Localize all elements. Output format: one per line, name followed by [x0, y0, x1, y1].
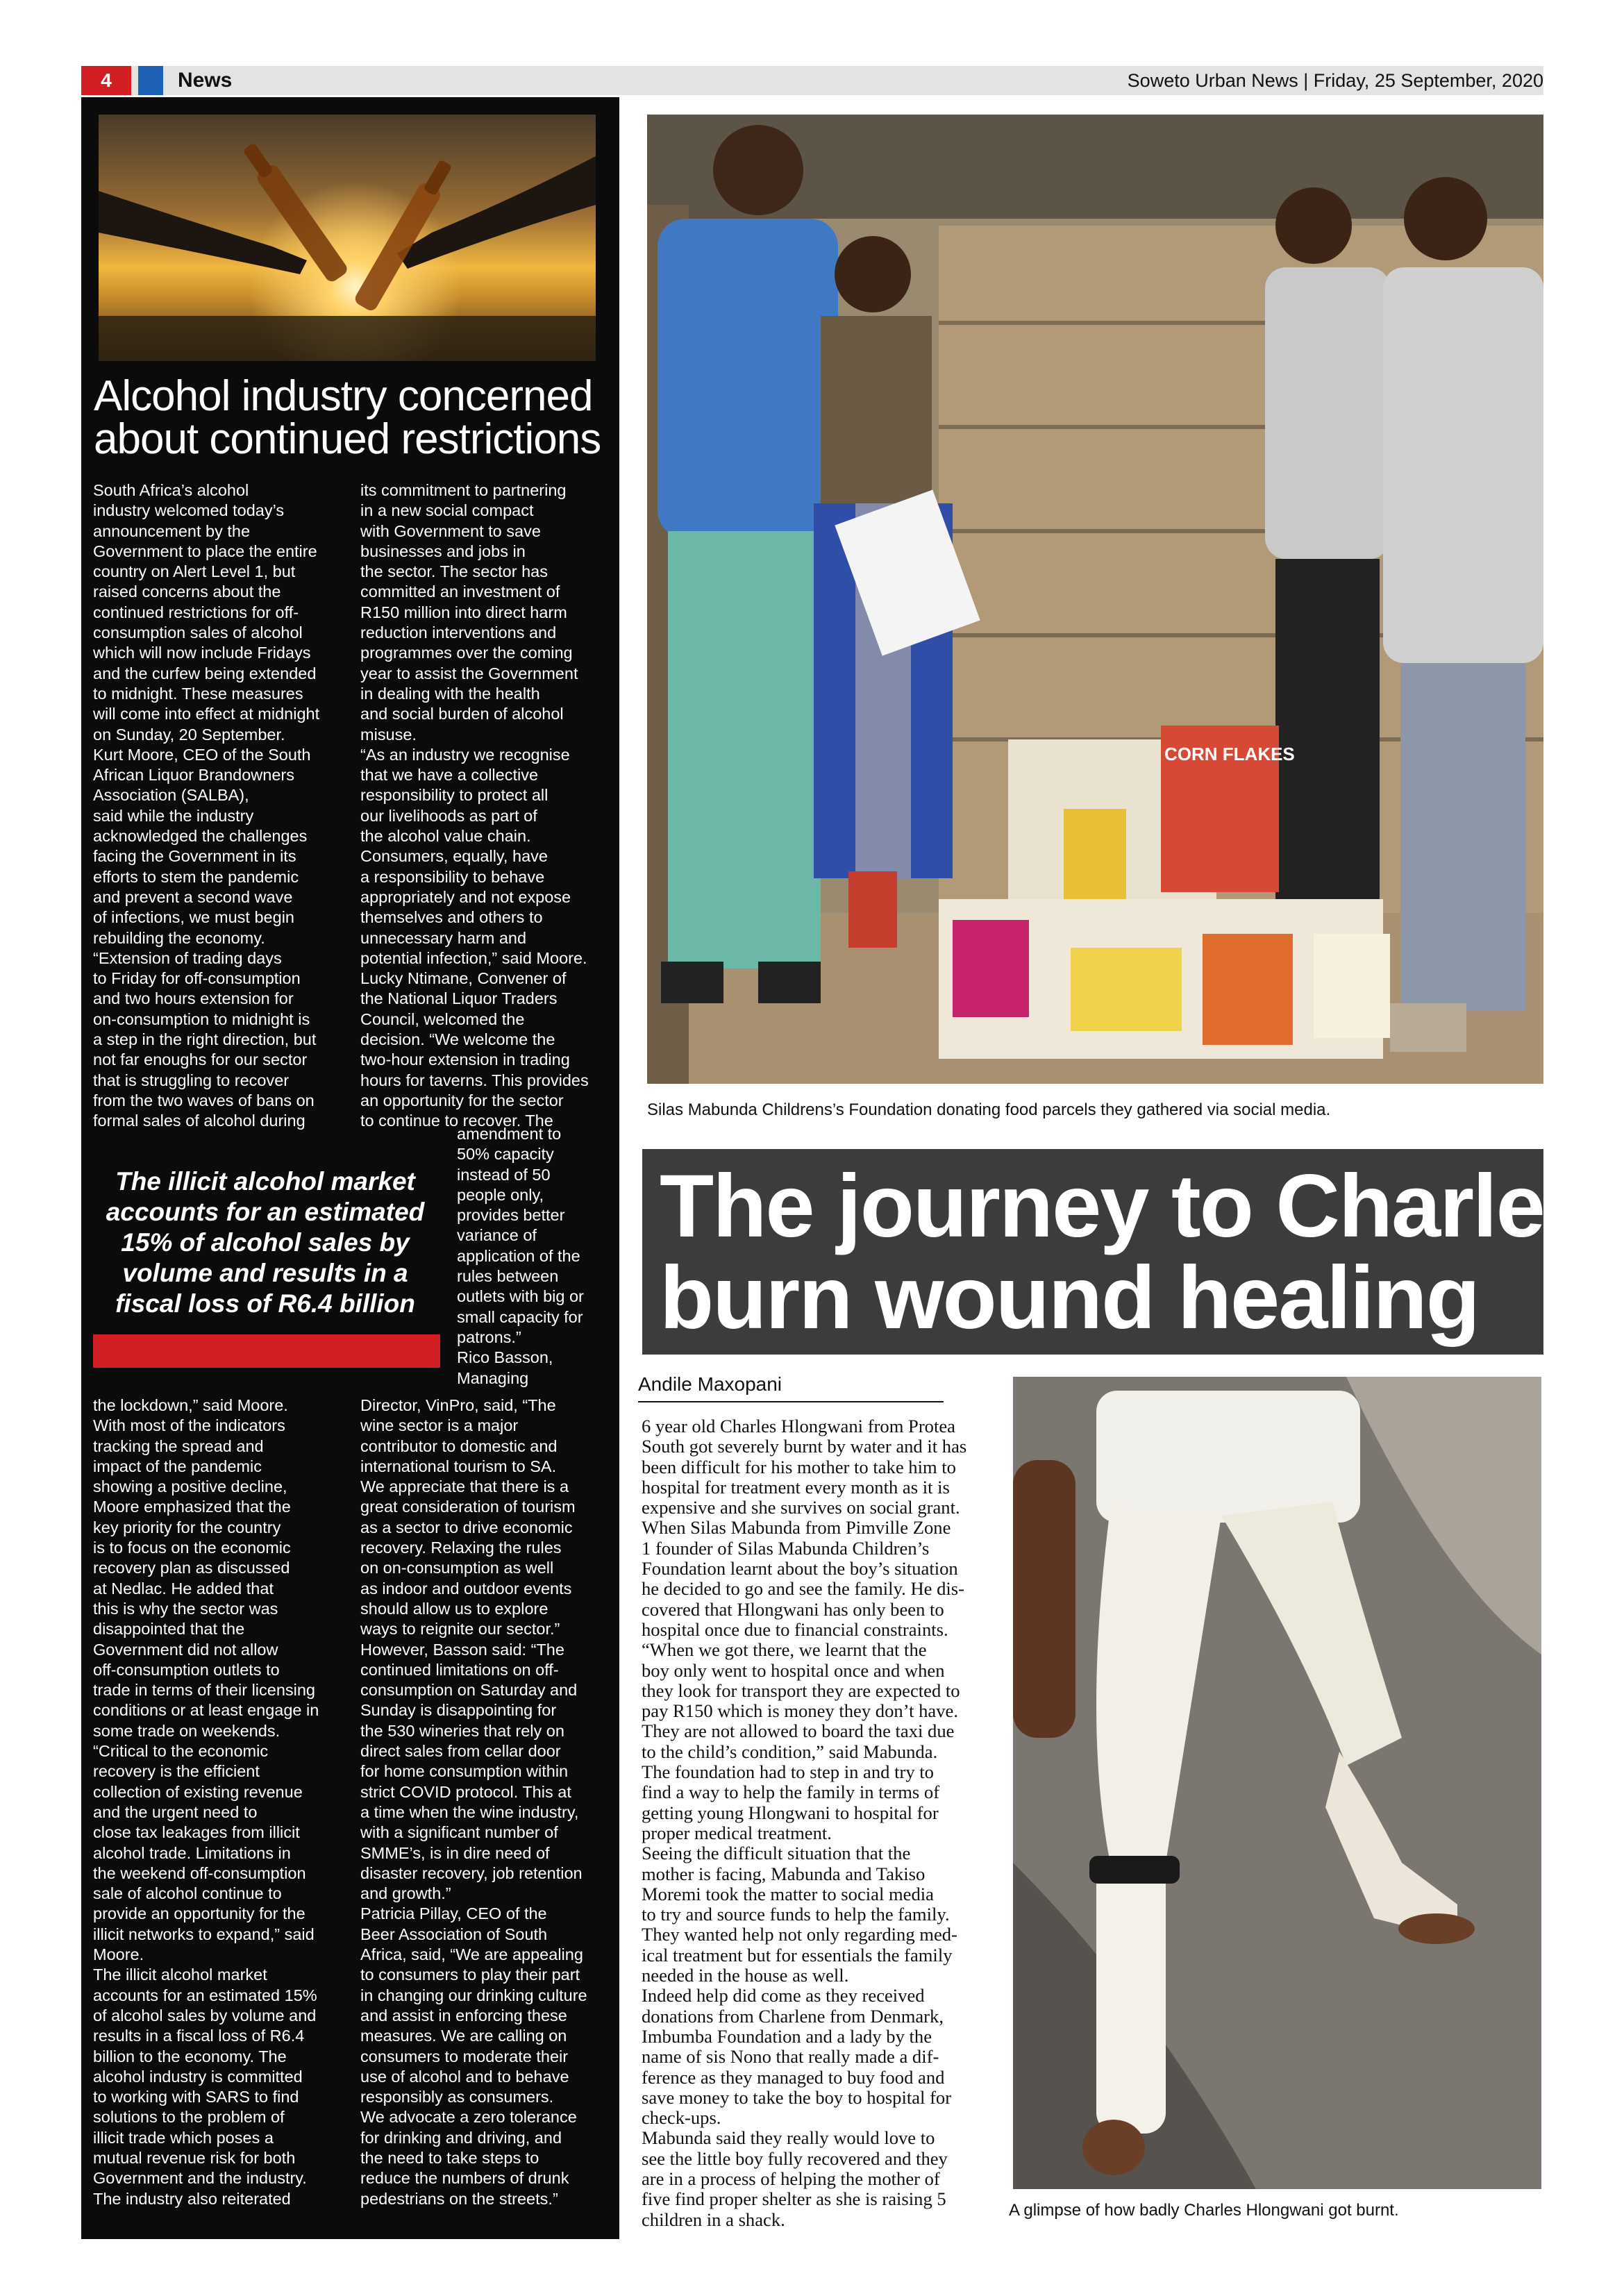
alcohol-headline-line: about continued restrictions [94, 415, 601, 463]
text-line: five find proper shelter as she is raising 5 [642, 2188, 946, 2210]
alcohol-column-b-bottom [360, 1396, 610, 2209]
text-line: The industry also reiterated [93, 2189, 291, 2208]
text-line: potential infection,” said Moore. [360, 948, 587, 967]
text-line: that is struggling to recover [93, 1071, 290, 1089]
text-line: Beer Association of South [360, 1925, 548, 1943]
text-line: which will now include Fridays [93, 644, 311, 662]
text-line: measures. We are calling on [360, 2027, 567, 2045]
text-line: save money to take the boy to hospital for [642, 2086, 952, 2108]
journey-headline [660, 1157, 1612, 1348]
text-line: consumption sales of alcohol [93, 623, 303, 642]
text-line: reduction interventions and [360, 623, 557, 642]
text-line: of infections, we must begin [93, 908, 294, 927]
text-line: key priority for the country [93, 1518, 281, 1536]
text-line: they look for transport they are expected to [642, 1679, 960, 1701]
text-line: application of the [457, 1246, 580, 1265]
text-line: as a sector to drive economic [360, 1518, 573, 1536]
text-line: unnecessary harm and [360, 928, 527, 947]
text-line: 50% capacity [457, 1145, 554, 1164]
journey-headline-line: The journey to Charles' [660, 1157, 1612, 1256]
text-line: to consumers to play their part [360, 1966, 580, 1984]
text-line: R150 million into direct harm [360, 603, 567, 621]
byline-rule [638, 1401, 944, 1402]
text-line: Association (SALBA), [93, 786, 249, 805]
text-line: Patricia Pillay, CEO of the [360, 1904, 547, 1923]
text-line: and prevent a second wave [93, 887, 293, 906]
text-line: fiscal loss of R6.4 billion [115, 1289, 415, 1318]
text-line: showing a positive decline, [93, 1477, 287, 1496]
text-line: pedestrians on the streets.” [360, 2189, 558, 2208]
text-line: to Friday for off-consumption [93, 969, 301, 988]
text-line: as indoor and outdoor events [360, 1579, 572, 1598]
text-line: for home consumption within [360, 1762, 569, 1781]
text-line: solutions to the problem of [93, 2108, 285, 2127]
text-line: The foundation had to step in and try to [642, 1761, 934, 1783]
text-line: rules between [457, 1267, 559, 1286]
text-line: children in a shack. [642, 2209, 785, 2230]
text-line: some trade on weekends. [93, 1721, 281, 1740]
text-line: wine sector is a major [360, 1416, 519, 1435]
journey-story [642, 1416, 989, 2230]
text-line: this is why the sector was [93, 1599, 278, 1618]
text-line: find a way to help the family in terms of [642, 1782, 940, 1803]
text-line: boy only went to hospital once and when [642, 1659, 945, 1681]
text-line: the sector. The sector has [360, 562, 548, 581]
text-line: mutual revenue risk for both [93, 2148, 296, 2167]
text-line: businesses and jobs in [360, 542, 526, 560]
text-line: the need to take steps to [360, 2148, 539, 2167]
text-line: on-consumption to midnight is [93, 1009, 310, 1028]
donation-photo-caption: Silas Mabunda Childrens’s Foundation donating food parcels they gathered via social media. [647, 1100, 1331, 1119]
alcohol-column-a-top [93, 480, 343, 1132]
text-line: recovery plan as discussed [93, 1559, 290, 1577]
text-line: African Liquor Brandowners [93, 766, 294, 785]
text-line: Government and the industry. [93, 2169, 307, 2188]
text-line: for drinking and driving, and [360, 2128, 562, 2147]
text-line: the alcohol value chain. [360, 827, 531, 846]
text-line: great consideration of tourism [360, 1498, 576, 1516]
text-line: with a significant number of [360, 1823, 558, 1842]
text-line: said while the industry [93, 806, 254, 825]
alcohol-headline [94, 372, 608, 463]
text-line: to try and source funds to help the family. [642, 1904, 950, 1925]
text-line: illicit trade which poses a [93, 2128, 274, 2147]
text-line: With most of the indicators [93, 1416, 285, 1435]
text-line: continued restrictions for off- [93, 603, 299, 621]
text-line: year to assist the Government [360, 664, 578, 682]
text-line: tracking the spread and [93, 1436, 264, 1455]
text-line: from the two waves of bans on [93, 1091, 315, 1109]
text-line: and social burden of alcohol [360, 705, 564, 723]
text-line: ways to reignite our sector.” [360, 1620, 560, 1639]
text-line: efforts to stem the pandemic [93, 867, 299, 886]
text-line: covered that Hlongwani has only been to [642, 1598, 944, 1620]
text-line: Managing [457, 1368, 529, 1387]
text-line: and the curfew being extended [93, 664, 317, 682]
burn-wound-photo [1013, 1377, 1541, 2189]
alcohol-column-a-bottom [93, 1396, 343, 2209]
text-line: and two hours extension for [93, 989, 294, 1008]
text-line: name of sis Nono that really made a dif- [642, 2046, 939, 2068]
text-line: he decided to go and see the family. He dis- [642, 1578, 964, 1600]
text-line: strict COVID protocol. This at [360, 1782, 571, 1801]
text-line: acknowledged the challenges [93, 827, 308, 846]
text-line: They are not allowed to board the taxi due [642, 1720, 955, 1742]
text-line: When Silas Mabunda from Pimville Zone [642, 1517, 951, 1539]
text-line: Consumers, equally, have [360, 847, 548, 866]
text-line: Government did not allow [93, 1640, 278, 1659]
text-line: South Africa’s alcohol [93, 481, 249, 499]
page-number: 4 [81, 66, 131, 95]
text-line: illicit networks to expand,” said [93, 1925, 315, 1943]
text-line: in changing our drinking culture [360, 1986, 587, 2004]
text-line: in dealing with the health [360, 684, 540, 703]
text-line: accounts for an estimated 15% [93, 1986, 317, 2004]
text-line: Sunday is disappointing for [360, 1701, 557, 1720]
text-line: trade in terms of their licensing [93, 1681, 316, 1700]
text-line: They wanted help not only regarding med- [642, 1924, 957, 1945]
text-line: a time when the wine industry, [360, 1802, 579, 1821]
text-line: see the little boy fully recovered and they [642, 2147, 948, 2169]
text-line: international tourism to SA. [360, 1457, 557, 1475]
text-line: hours for taverns. This provides [360, 1071, 589, 1089]
text-line: instead of 50 [457, 1165, 551, 1184]
text-line: Director, VinPro, said, “The [360, 1396, 556, 1414]
text-line: small capacity for [457, 1307, 583, 1326]
text-line: accounts for an estimated [106, 1198, 425, 1226]
text-line: recovery is the efficient [93, 1762, 260, 1781]
journey-headline-line: burn wound healing [660, 1248, 1479, 1348]
text-line: the weekend off-consumption [93, 1863, 306, 1882]
text-line: disappointed that the [93, 1620, 245, 1639]
masthead: Soweto Urban News | Friday, 25 September, 2020 [1127, 70, 1543, 91]
text-line: hospital once due to financial constraints. [642, 1618, 948, 1640]
text-line: Imbumba Foundation and a lady by the [642, 2025, 932, 2047]
section-label: News [178, 69, 233, 92]
text-line: The illicit alcohol market [115, 1167, 415, 1196]
text-line: themselves and others to [360, 908, 543, 927]
text-line: the 530 wineries that rely on [360, 1721, 564, 1740]
text-line: in a new social compact [360, 501, 534, 520]
text-line: alcohol trade. Limitations in [93, 1843, 291, 1862]
text-line: ical treatment but for essentials the family [642, 1944, 953, 1966]
text-line: ference as they managed to buy food and [642, 2066, 945, 2088]
text-line: off-consumption outlets to [93, 1660, 280, 1679]
text-line: conditions or at least engage in [93, 1701, 319, 1720]
text-line: an opportunity for the sector [360, 1091, 564, 1109]
text-line: Rico Basson, [457, 1348, 553, 1367]
text-line: Indeed help did come as they received [642, 1985, 925, 2006]
text-line: the National Liquor Traders [360, 989, 558, 1008]
text-line: donations from Charlene from Denmark, [642, 2005, 944, 2027]
text-line: amendment to [457, 1125, 562, 1143]
text-line: billion to the economy. The [93, 2047, 287, 2065]
text-line: direct sales from cellar door [360, 1742, 561, 1761]
text-line: with Government to save [360, 521, 541, 540]
text-line: programmes over the coming [360, 644, 573, 662]
text-line: two-hour extension in trading [360, 1050, 570, 1069]
text-line: provides better [457, 1206, 565, 1225]
text-line: 1 founder of Silas Mabunda Children’s [642, 1537, 930, 1559]
text-line: should allow us to explore [360, 1599, 549, 1618]
text-line: is to focus on the economic [93, 1539, 291, 1557]
text-line: appropriately and not expose [360, 887, 571, 906]
text-line: a step in the right direction, but [93, 1030, 317, 1049]
text-line: to working with SARS to find [93, 2088, 299, 2106]
text-line: Council, welcomed the [360, 1009, 525, 1028]
beer-toast-photo [99, 115, 596, 361]
text-line: misuse. [360, 725, 417, 744]
text-line: proper medical treatment. [642, 1822, 832, 1843]
alcohol-column-b-narrow [457, 1124, 617, 1389]
text-line: SMME’s, is in dire need of [360, 1843, 550, 1862]
text-line: to continue to recover. The [360, 1112, 553, 1130]
text-line: Moore emphasized that the [93, 1498, 291, 1516]
text-line: disaster recovery, job retention [360, 1863, 583, 1882]
text-line: at Nedlac. He added that [93, 1579, 274, 1598]
text-line: pay R150 which is money they don’t have. [642, 1700, 958, 1722]
text-line: that we have a collective [360, 766, 539, 785]
text-line: are in a process of helping the mother of [642, 2168, 940, 2189]
text-line: Africa, said, “We are appealing [360, 1945, 583, 1964]
text-line: reduce the numbers of drunk [360, 2169, 569, 2188]
section-color-block [138, 66, 163, 95]
text-line: sale of alcohol continue to [93, 1884, 282, 1903]
text-line: hospital for treatment every month as it is [642, 1476, 950, 1498]
text-line: the lockdown,” said Moore. [93, 1396, 288, 1414]
text-line: people only, [457, 1185, 544, 1204]
burn-wound-photo-caption: A glimpse of how badly Charles Hlongwani got burnt. [1009, 2201, 1399, 2220]
text-line: Mabunda said they really would love to [642, 2127, 935, 2149]
text-line: results in a fiscal loss of R6.4 [93, 2027, 305, 2045]
text-line: The illicit alcohol market [93, 1966, 267, 1984]
text-line: a responsibility to behave [360, 867, 545, 886]
text-line: raised concerns about the [93, 583, 281, 601]
text-line: and assist in enforcing these [360, 2006, 567, 2025]
pull-quote-red-bar [93, 1334, 440, 1368]
text-line: “Extension of trading days [93, 948, 282, 967]
text-line: to midnight. These measures [93, 684, 303, 703]
text-line: However, Basson said: “The [360, 1640, 564, 1659]
text-line: Foundation learnt about the boy’s situation [642, 1558, 958, 1579]
text-line: to the child’s condition,” said Mabunda. [642, 1741, 938, 1762]
alcohol-headline-line: Alcohol industry concerned [94, 372, 593, 420]
text-line: on Sunday, 20 September. [93, 725, 285, 744]
text-line: Moore. [93, 1945, 144, 1964]
text-line: check-ups. [642, 2107, 721, 2129]
text-line: our livelihoods as part of [360, 806, 537, 825]
text-line: Government to place the entire [93, 542, 317, 560]
text-line: on on-consumption as well [360, 1559, 554, 1577]
text-line: 15% of alcohol sales by [121, 1228, 410, 1257]
text-line: Moremi took the matter to social media [642, 1883, 934, 1904]
text-line: South got severely burnt by water and it has [642, 1436, 967, 1457]
text-line: close tax leakages from illicit [93, 1823, 300, 1842]
pull-quote [92, 1166, 439, 1319]
text-line: and the urgent need to [93, 1802, 258, 1821]
text-line: consumption on Saturday and [360, 1681, 578, 1700]
text-line: needed in the house as well. [642, 1965, 849, 1986]
cornflakes-box-text: CORN FLAKES [1164, 744, 1295, 764]
text-line: expensive and she survives on social grant. [642, 1497, 960, 1518]
text-line: responsibility to protect all [360, 786, 549, 805]
text-line: “When we got there, we learnt that the [642, 1639, 927, 1661]
text-line: will come into effect at midnight [93, 705, 320, 723]
alcohol-column-b-top [360, 480, 610, 1132]
text-line: formal sales of alcohol during [93, 1112, 305, 1130]
text-line: alcohol industry is committed [93, 2067, 303, 2086]
byline: Andile Maxopani [638, 1373, 782, 1395]
text-line: We advocate a zero tolerance [360, 2108, 577, 2127]
text-line: 6 year old Charles Hlongwani from Protea [642, 1416, 955, 1436]
text-line: responsibly as consumers. [360, 2088, 554, 2106]
text-line: “Critical to the economic [93, 1742, 269, 1761]
text-line: Lucky Ntimane, Convener of [360, 969, 567, 988]
text-line: not far enoughs for our sector [93, 1050, 308, 1069]
text-line: industry welcomed today’s [93, 501, 285, 520]
text-line: volume and results in a [122, 1259, 408, 1287]
text-line: Seeing the difficult situation that the [642, 1843, 911, 1864]
text-line: Kurt Moore, CEO of the South [93, 745, 311, 764]
text-line: collection of existing revenue [93, 1782, 303, 1801]
text-line: contributor to domestic and [360, 1436, 558, 1455]
text-line: We appreciate that there is a [360, 1477, 569, 1496]
donation-photo [647, 115, 1543, 1084]
text-line: decision. “We welcome the [360, 1030, 555, 1049]
text-line: “As an industry we recognise [360, 745, 570, 764]
text-line: and growth.” [360, 1884, 451, 1903]
text-line: use of alcohol and to behave [360, 2067, 569, 2086]
text-line: committed an investment of [360, 583, 560, 601]
text-line: been difficult for his mother to take him to [642, 1456, 956, 1477]
text-line: facing the Government in its [93, 847, 296, 866]
text-line: mother is facing, Mabunda and Takiso [642, 1863, 926, 1884]
text-line: consumers to moderate their [360, 2047, 569, 2065]
text-line: getting young Hlongwani to hospital for [642, 1802, 939, 1823]
text-line: provide an opportunity for the [93, 1904, 305, 1923]
text-line: variance of [457, 1226, 537, 1245]
text-line: country on Alert Level 1, but [93, 562, 296, 581]
text-line: its commitment to partnering [360, 481, 567, 499]
text-line: continued limitations on off- [360, 1660, 559, 1679]
text-line: patrons.” [457, 1327, 521, 1346]
text-line: outlets with big or [457, 1287, 584, 1306]
text-line: recovery. Relaxing the rules [360, 1539, 562, 1557]
text-line: announcement by the [93, 521, 251, 540]
text-line: of alcohol sales by volume and [93, 2006, 317, 2025]
text-line: rebuilding the economy. [93, 928, 265, 947]
text-line: impact of the pandemic [93, 1457, 262, 1475]
